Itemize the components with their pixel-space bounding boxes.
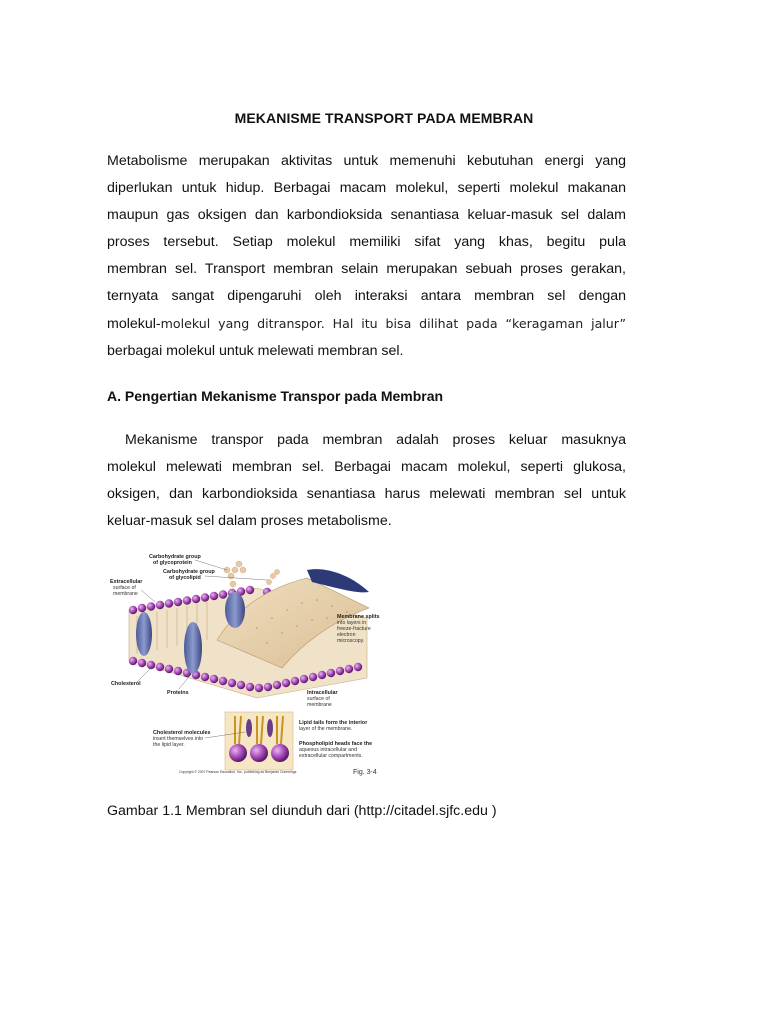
paragraph-line: Mekanisme transpor pada membran adalah proses keluar masuknya (125, 432, 626, 448)
label-extracellular: Extracellular (110, 579, 143, 585)
label-cholesterol-insert: Cholesterol molecules (153, 730, 211, 736)
label-lipid-tails: Lipid tails form the interior (299, 720, 368, 726)
label-cholesterol-insert: insert themselves into (153, 736, 204, 742)
label-membrane-splits: into layers in (337, 620, 367, 626)
label-cholesterol-insert: the lipid layer. (153, 742, 185, 748)
paragraph-line: Metabolisme merupakan aktivitas untuk memenuhi kebutuhan energi yang (107, 153, 626, 169)
label-membrane-splits: electron (337, 632, 356, 638)
label-phospholipid-heads: aqueous intracellular and (299, 747, 357, 753)
bilayer-diagram (129, 561, 369, 698)
label-lipid-tails: layer of the membrane. (299, 726, 353, 732)
section-heading: A. Pengertian Mekanisme Transpor pada Membran (107, 388, 444, 404)
paragraph-line: ternyata sangat dipengaruhi oleh interaksi antara membran sel dengan (107, 288, 626, 304)
membrane-figure (107, 548, 397, 780)
paragraph-line: oksigen, dan karbondioksida senantiasa harus melewati membran sel untuk (107, 486, 626, 502)
label-membrane-splits: freeze-fracture (337, 626, 371, 632)
label-carb-glycoprotein: Carbohydrate group (149, 554, 201, 560)
section-a-paragraph (107, 427, 626, 535)
label-phospholipid-heads: extracellular compartments. (299, 753, 363, 759)
label-carb-glycoprotein: of glycoprotein (153, 560, 192, 566)
figure-copyright: Copyright © 2007 Pearson Education, Inc., publishing as Benjamin Cummings. (179, 770, 298, 774)
label-intracellular: membrane (307, 702, 332, 708)
paragraph-line: berbagai molekul untuk melewati membran sel. (107, 343, 404, 359)
label-proteins: Proteins (167, 690, 189, 696)
label-intracellular: Intracellular (307, 690, 338, 696)
label-cholesterol: Cholesterol (111, 681, 141, 687)
paragraph-line: diperlukan untuk hidup. Berbagai macam molekul, seperti molekul makanan (107, 180, 626, 196)
label-membrane-splits: microscopy. (337, 638, 365, 644)
paragraph-line: membran sel. Transport membran selain merupakan sebuah proses gerakan, (107, 261, 626, 277)
phospholipid-inset (225, 712, 293, 770)
page-title: MEKANISME TRANSPORT PADA MEMBRAN (234, 110, 534, 126)
paragraph-line: keluar-masuk sel dalam proses metabolisme. (107, 513, 392, 529)
label-carb-glycolipid: of glycolipid (169, 575, 201, 581)
text-fragment: molekul- (107, 316, 161, 332)
intro-paragraph (107, 148, 626, 365)
label-membrane-splits: Membrane splits (337, 614, 380, 620)
label-phospholipid-heads: Phospholipid heads face the (299, 741, 373, 747)
paragraph-line: molekul melewati membran sel. Berbagai macam molekul, seperti glukosa, (107, 459, 626, 475)
label-carb-glycolipid: Carbohydrate group (163, 569, 215, 575)
figure-caption: Gambar 1.1 Membran sel diunduh dari (http://citadel.sjfc.edu ) (107, 803, 497, 819)
paragraph-line: proses tersebut. Setiap molekul memiliki sifat yang khas, begitu pula (107, 234, 626, 250)
label-extracellular: surface of (113, 585, 136, 591)
figure-number: Fig. 3-4 (353, 769, 377, 776)
paragraph-line: maupun gas oksigen dan karbondioksida senantiasa keluar-masuk sel dalam (107, 207, 626, 223)
label-extracellular: membrane (113, 591, 138, 597)
text-fragment: molekul yang ditranspor. Hal itu bisa dilihat pada “keragaman jalur” (160, 316, 626, 331)
paragraph-line-mixed (107, 310, 626, 338)
label-intracellular: surface of (307, 696, 330, 702)
